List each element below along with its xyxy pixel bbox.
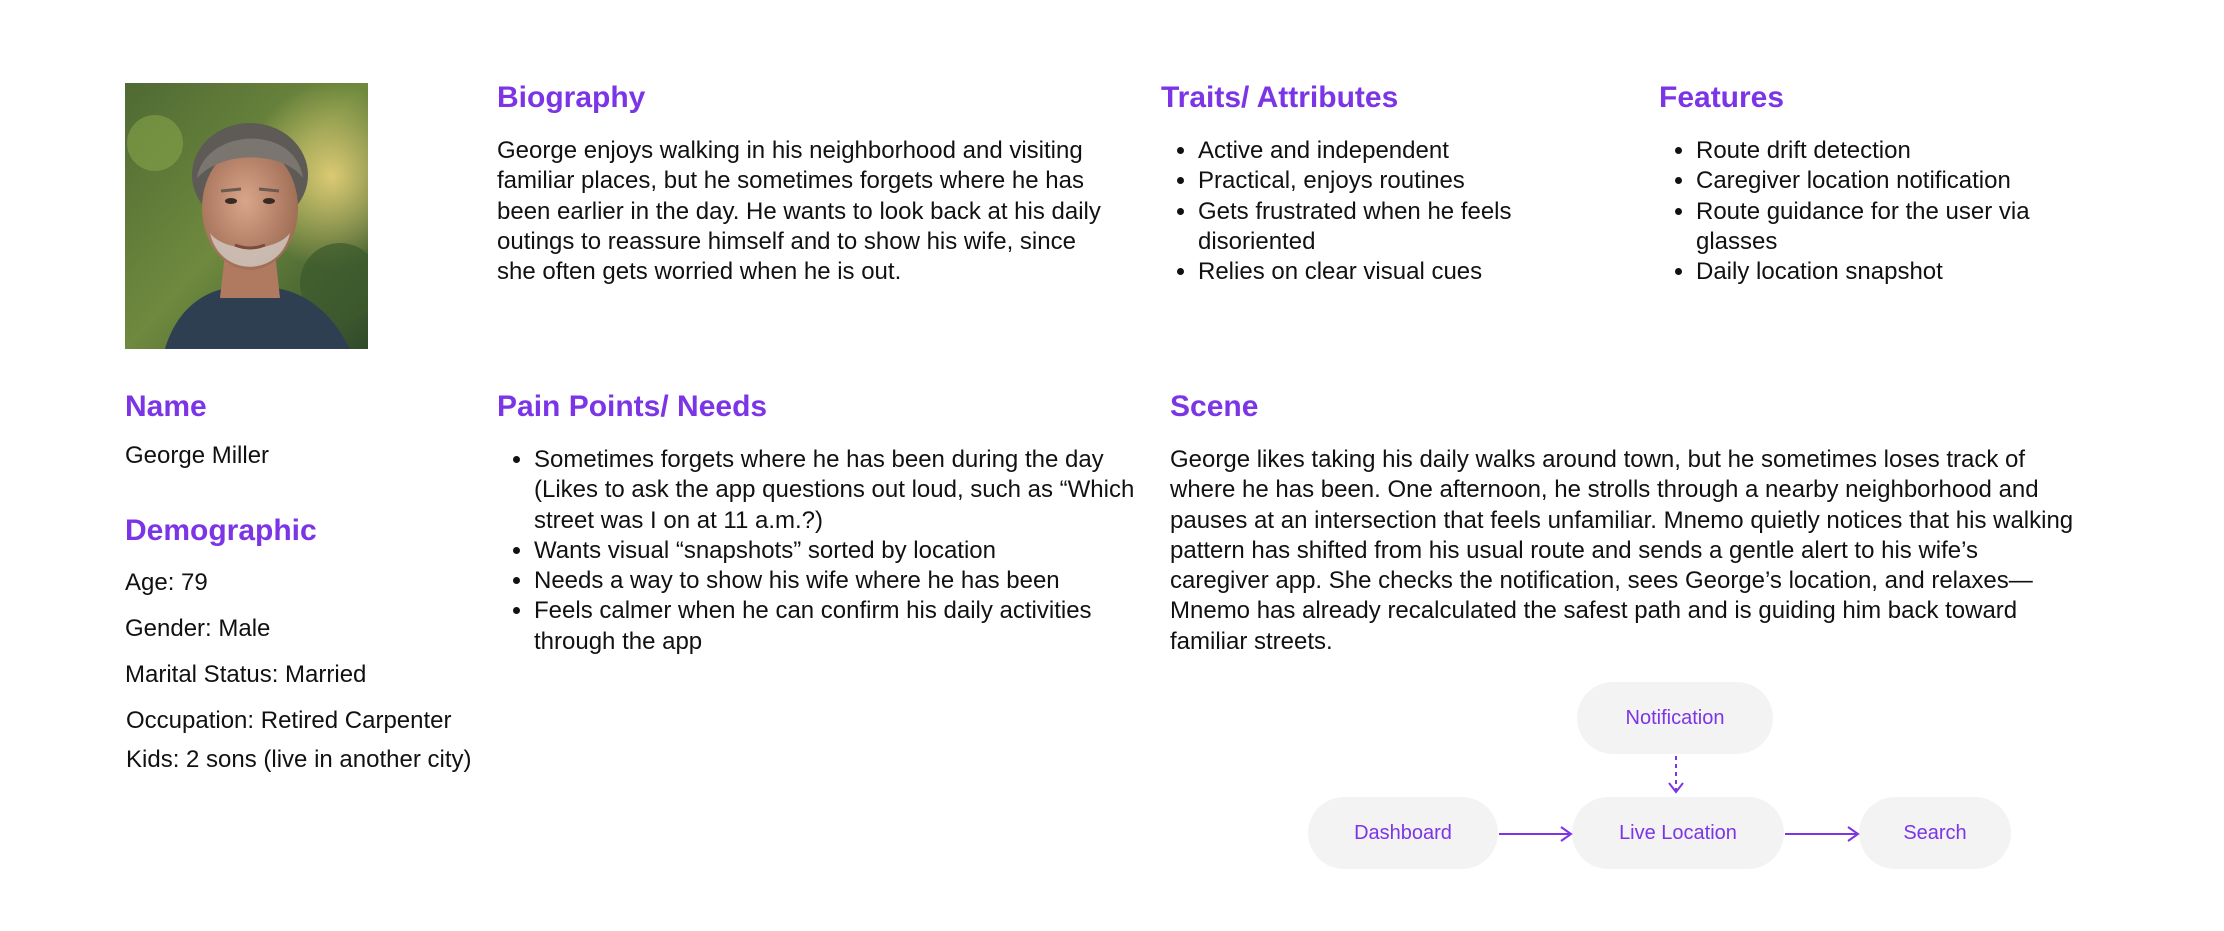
demographic-gender: Gender: Male [125, 615, 271, 642]
list-item: • Gets frustrated when he feels disoriented [1198, 197, 1598, 258]
list-item: • Caregiver location notification [1696, 166, 2116, 196]
name-heading: Name [125, 390, 207, 423]
list-item: • Feels calmer when he can confirm his daily activities through the app [534, 596, 1154, 657]
traits-heading: Traits/ Attributes [1161, 81, 1399, 114]
list-item: • Route drift detection [1696, 136, 2116, 166]
list-item: • Sometimes forgets where he has been during the day (Likes to ask the app questions out loud, such as “Which street was I on at 11 a.m.?) [534, 445, 1154, 536]
demographic-heading: Demographic [125, 514, 317, 547]
demographic-occupation: Occupation: Retired Carpenter [126, 707, 452, 734]
pain-points-heading: Pain Points/ Needs [497, 390, 768, 423]
flow-node-search: Search [1859, 797, 2011, 869]
flow-node-notification: Notification [1577, 682, 1773, 754]
biography-heading: Biography [497, 81, 646, 114]
list-item: • Daily location snapshot [1696, 257, 2116, 287]
flow-node-live-location: Live Location [1572, 797, 1784, 869]
list-item: • Wants visual “snapshots” sorted by location [534, 536, 1154, 566]
list-item: • Relies on clear visual cues [1198, 257, 1598, 287]
features-heading: Features [1659, 81, 1785, 114]
flow-node-dashboard: Dashboard [1308, 797, 1498, 869]
demographic-kids: Kids: 2 sons (live in another city) [126, 746, 472, 773]
list-item: • Practical, enjoys routines [1198, 166, 1598, 196]
demographic-marital: Marital Status: Married [125, 661, 367, 688]
demographic-age: Age: 79 [125, 569, 208, 596]
scene-heading: Scene [1170, 390, 1259, 423]
list-item: • Needs a way to show his wife where he has been [534, 566, 1154, 596]
list-item: • Route guidance for the user via glasses [1696, 197, 2116, 258]
arrow-head-icon [1669, 783, 1683, 792]
list-item: • Active and independent [1198, 136, 1598, 166]
scene-text: George likes taking his daily walks around town, but he sometimes loses track of where he has been. One afternoon, he strolls through a nearby neighborhood and pauses at an intersection that feels unfamiliar. Mnemo quietly notices that his walking pattern has shifted from his usual route and sends a gentle alert to his wife’s caregiver app. She checks the notification, sees George’s location, and relaxes—Mnemo has already recalculated the safest path and is guiding him back toward familiar streets. [1170, 446, 2074, 655]
name-value: George Miller [125, 442, 270, 469]
biography-text: George enjoys walking in his neighborhood and visiting familiar places, but he sometimes forgets where he has been earlier in the day. He wants to look back at his daily outings to reassure himself and to show his wife, since she often gets worried when he is out. [497, 137, 1101, 286]
